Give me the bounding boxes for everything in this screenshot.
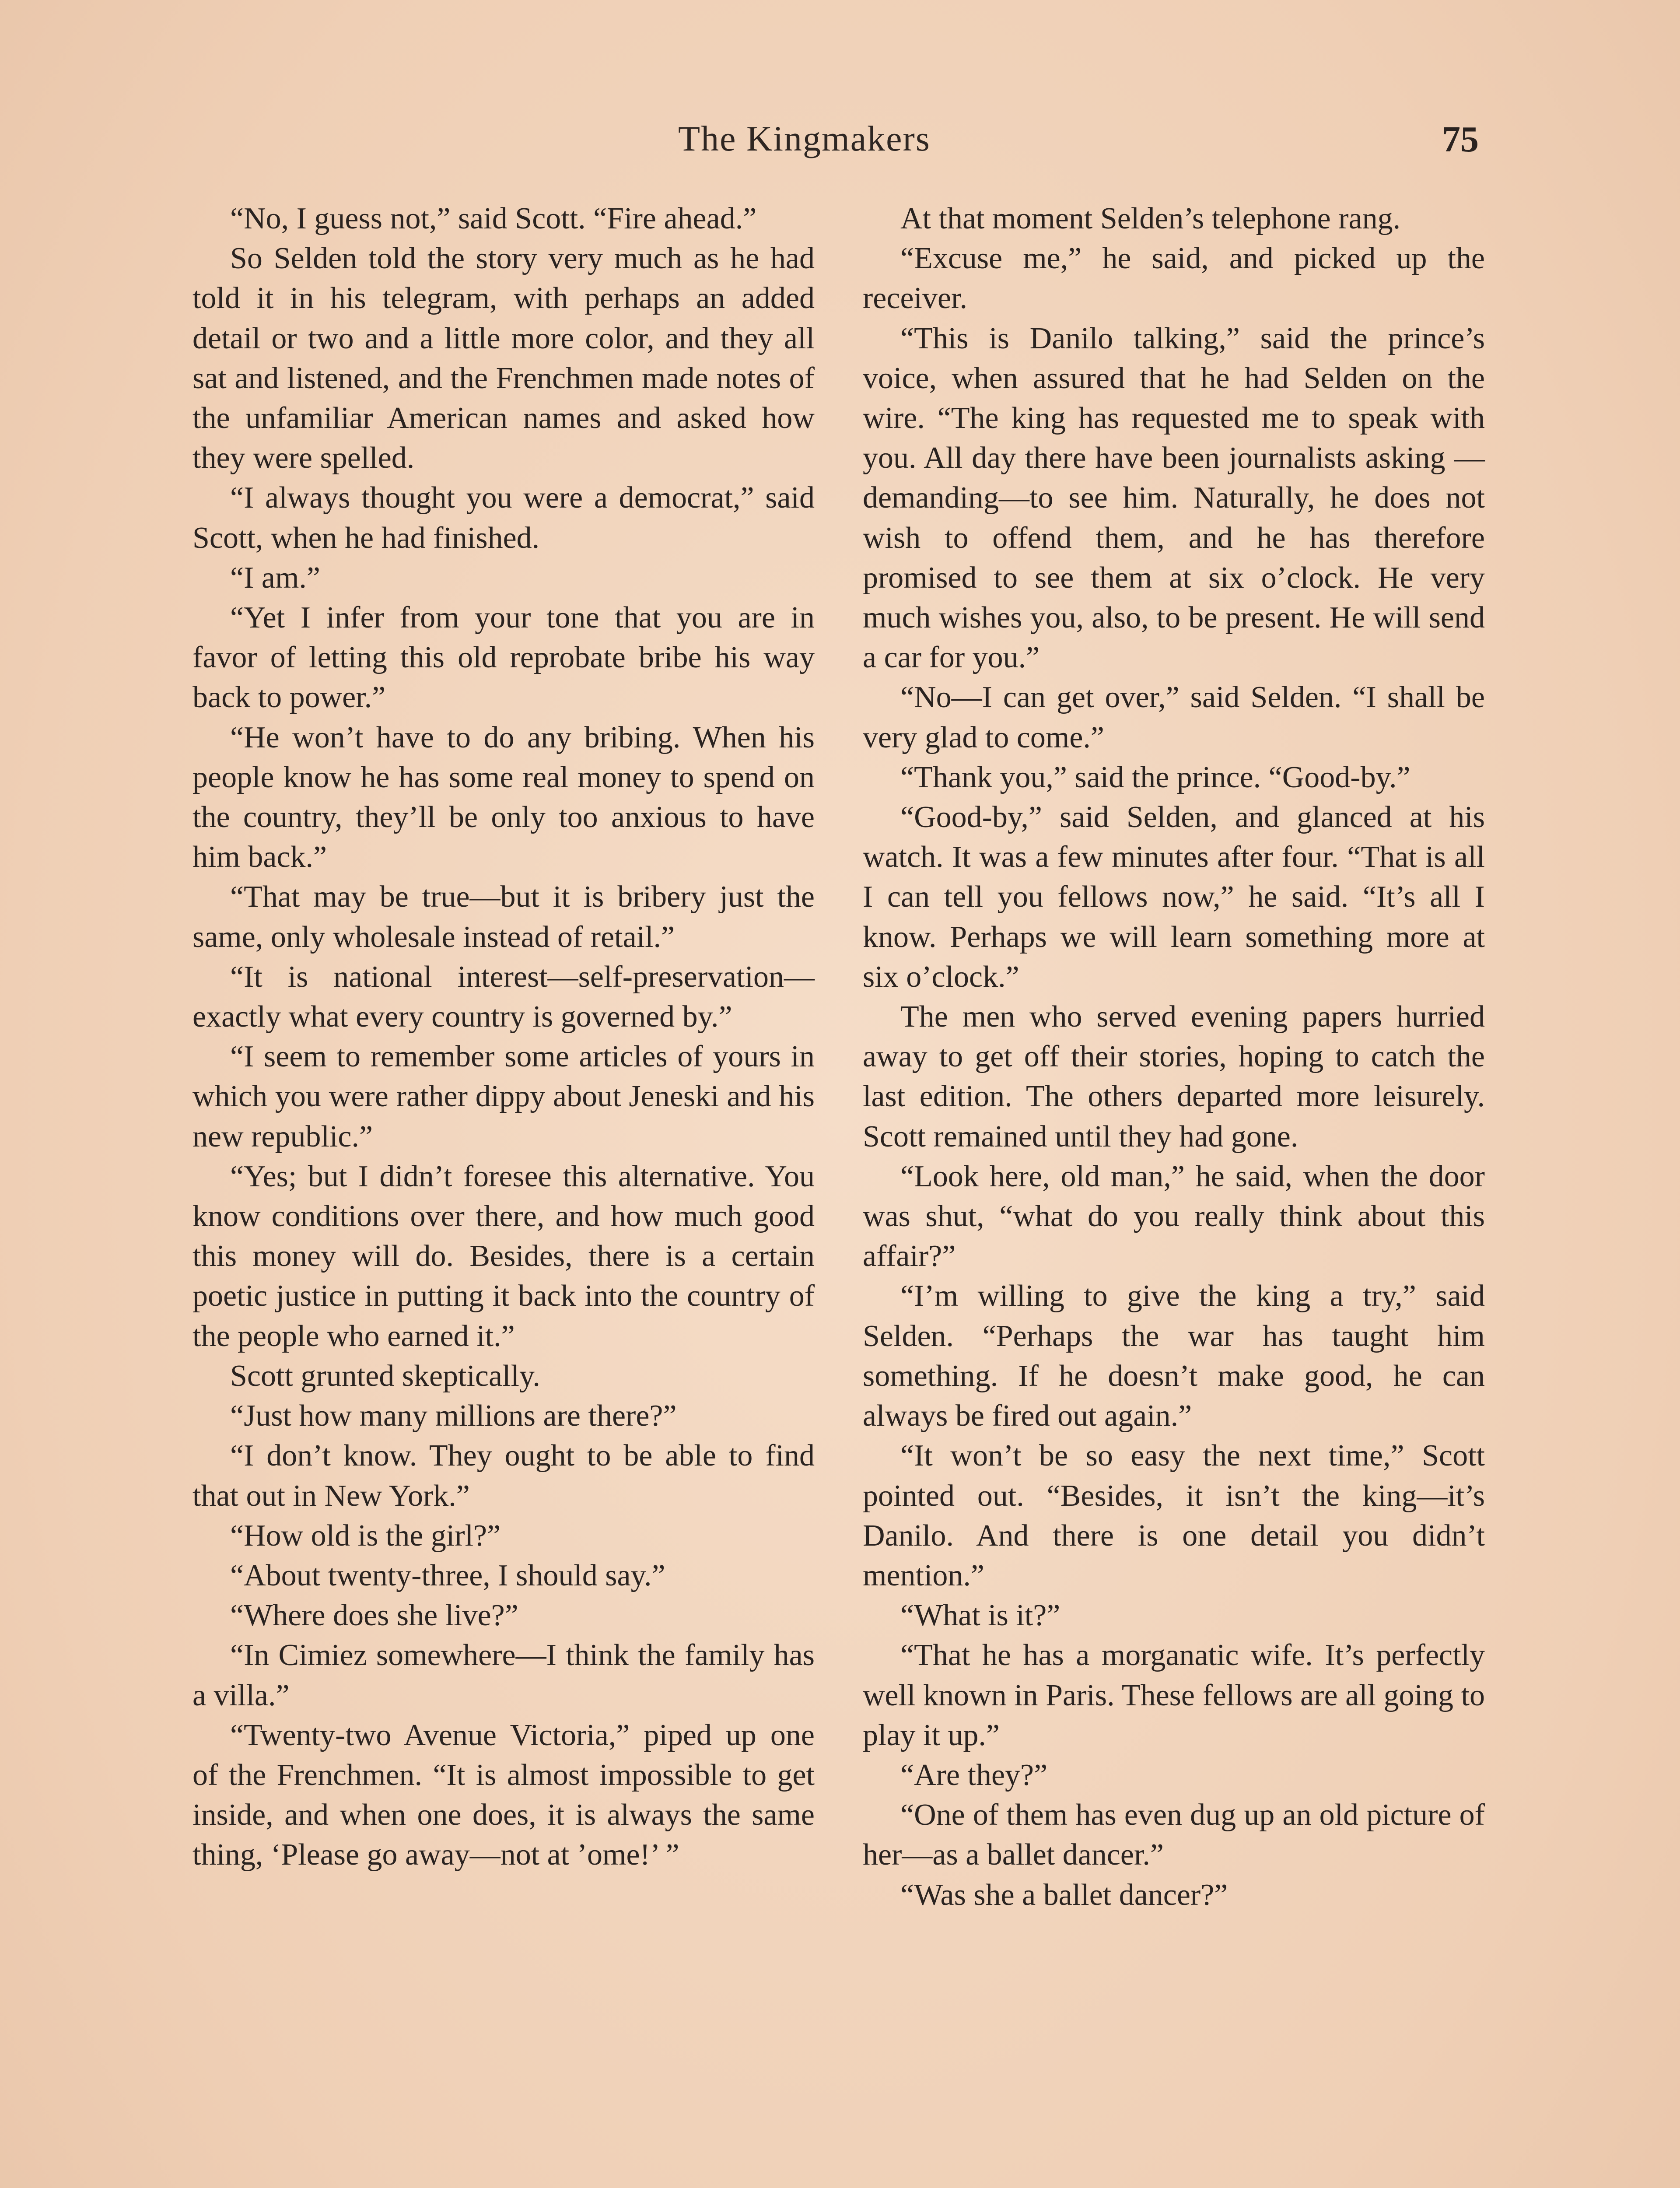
paragraph: “Are they?” <box>900 1758 1048 1792</box>
left-text-column <box>192 199 815 1875</box>
paragraph: “I am.” <box>230 561 320 595</box>
paragraph: The men who served evening papers hurried away to get off their stories, hoping to catch the last edition. The others departed more leisurely. Scott remained until they had gone. <box>863 1000 1485 1154</box>
paragraph: “Just how many millions are there?” <box>230 1399 677 1433</box>
paragraph: “Yet I infer from your tone that you are in favor of letting this old reprobate bribe his way back to power.” <box>192 601 815 715</box>
paragraph: “Yes; but I didn’t foresee this alternative. You know conditions over there, and how much good this money will do. Besides, there is a certain poetic justice in putting it back into the country of the people who earned it.” <box>192 1159 815 1353</box>
paragraph: At that moment Selden’s telephone rang. <box>900 202 1401 235</box>
paragraph: “One of them has even dug up an old picture of her—as a ballet dancer.” <box>863 1798 1485 1872</box>
paragraph: “Was she a ballet dancer?” <box>900 1878 1228 1912</box>
paragraph: “It won’t be so easy the next time,” Scott pointed out. “Besides, it isn’t the king—it’s Danilo. And there is one detail you didn’t mention.” <box>863 1439 1485 1592</box>
paragraph: “I seem to remember some articles of yours in which you were rather dippy about Jeneski and his new republic.” <box>192 1040 815 1154</box>
paragraph: “Look here, old man,” he said, when the door was shut, “what do you really think about this affair?” <box>863 1159 1485 1273</box>
paragraph: “No—I can get over,” said Selden. “I shall be very glad to come.” <box>863 680 1485 754</box>
paragraph: “No, I guess not,” said Scott. “Fire ahead.” <box>230 202 757 235</box>
paragraph: So Selden told the story very much as he had told it in his telegram, with perhaps an added detail or two and a little more color, and they all sat and listened, and the Frenchmen made notes of the unfamiliar American names and asked how they were spelled. <box>192 242 815 475</box>
paragraph: “Where does she live?” <box>230 1599 518 1633</box>
paragraph: “Excuse me,” he said, and picked up the receiver. <box>863 242 1485 316</box>
paragraph: “It is national interest—self-preservation—exactly what every country is governed by.” <box>192 960 815 1034</box>
paragraph: “I’m willing to give the king a try,” said Selden. “Perhaps the war has taught him something. If he doesn’t make good, he can always be fired out again.” <box>863 1279 1485 1433</box>
paragraph: Scott grunted skeptically. <box>230 1359 540 1393</box>
page-number: 75 <box>1442 119 1479 160</box>
paragraph: “That may be true—but it is bribery just the same, only wholesale instead of retail.” <box>192 880 815 954</box>
running-header-title: The Kingmakers <box>678 119 931 158</box>
paragraph: “Good-by,” said Selden, and glanced at his watch. It was a few minutes after four. “That is all I can tell you fellows now,” he said. “It’s all I know. Perhaps we will learn something more at six o’clock.” <box>863 800 1485 994</box>
paragraph: “He won’t have to do any bribing. When his people know he has some real money to spend on the country, they’ll be only too anxious to have him back.” <box>192 720 815 874</box>
paragraph: “That he has a morganatic wife. It’s perfectly well known in Paris. These fellows are all going to play it up.” <box>863 1638 1485 1752</box>
paragraph: “Twenty-two Avenue Victoria,” piped up one of the Frenchmen. “It is almost impossible to get inside, and when one does, it is always the same thing, ‘Please go away—not at ’ome!’ ” <box>192 1718 815 1872</box>
paragraph: “This is Danilo talking,” said the prince’s voice, when assured that he had Selden on the wire. “The king has requested me to speak with you. All day there have been journalists asking —demanding—to see him. Naturally, he does not wish to offend them, and he has therefore promised to see them at six o’clock. He very much wishes you, also, to be present. He will send a car for you.” <box>863 321 1485 675</box>
paragraph: “About twenty-three, I should say.” <box>230 1558 665 1592</box>
paragraph: “In Cimiez somewhere—I think the family has a villa.” <box>192 1638 815 1712</box>
paragraph: “What is it?” <box>900 1599 1060 1633</box>
paragraph: “I always thought you were a democrat,” said Scott, when he had finished. <box>192 481 815 555</box>
paragraph: “Thank you,” said the prince. “Good-by.” <box>900 760 1410 794</box>
right-text-column <box>863 199 1485 1915</box>
paragraph: “How old is the girl?” <box>230 1518 501 1553</box>
paragraph: “I don’t know. They ought to be able to find that out in New York.” <box>192 1439 815 1513</box>
